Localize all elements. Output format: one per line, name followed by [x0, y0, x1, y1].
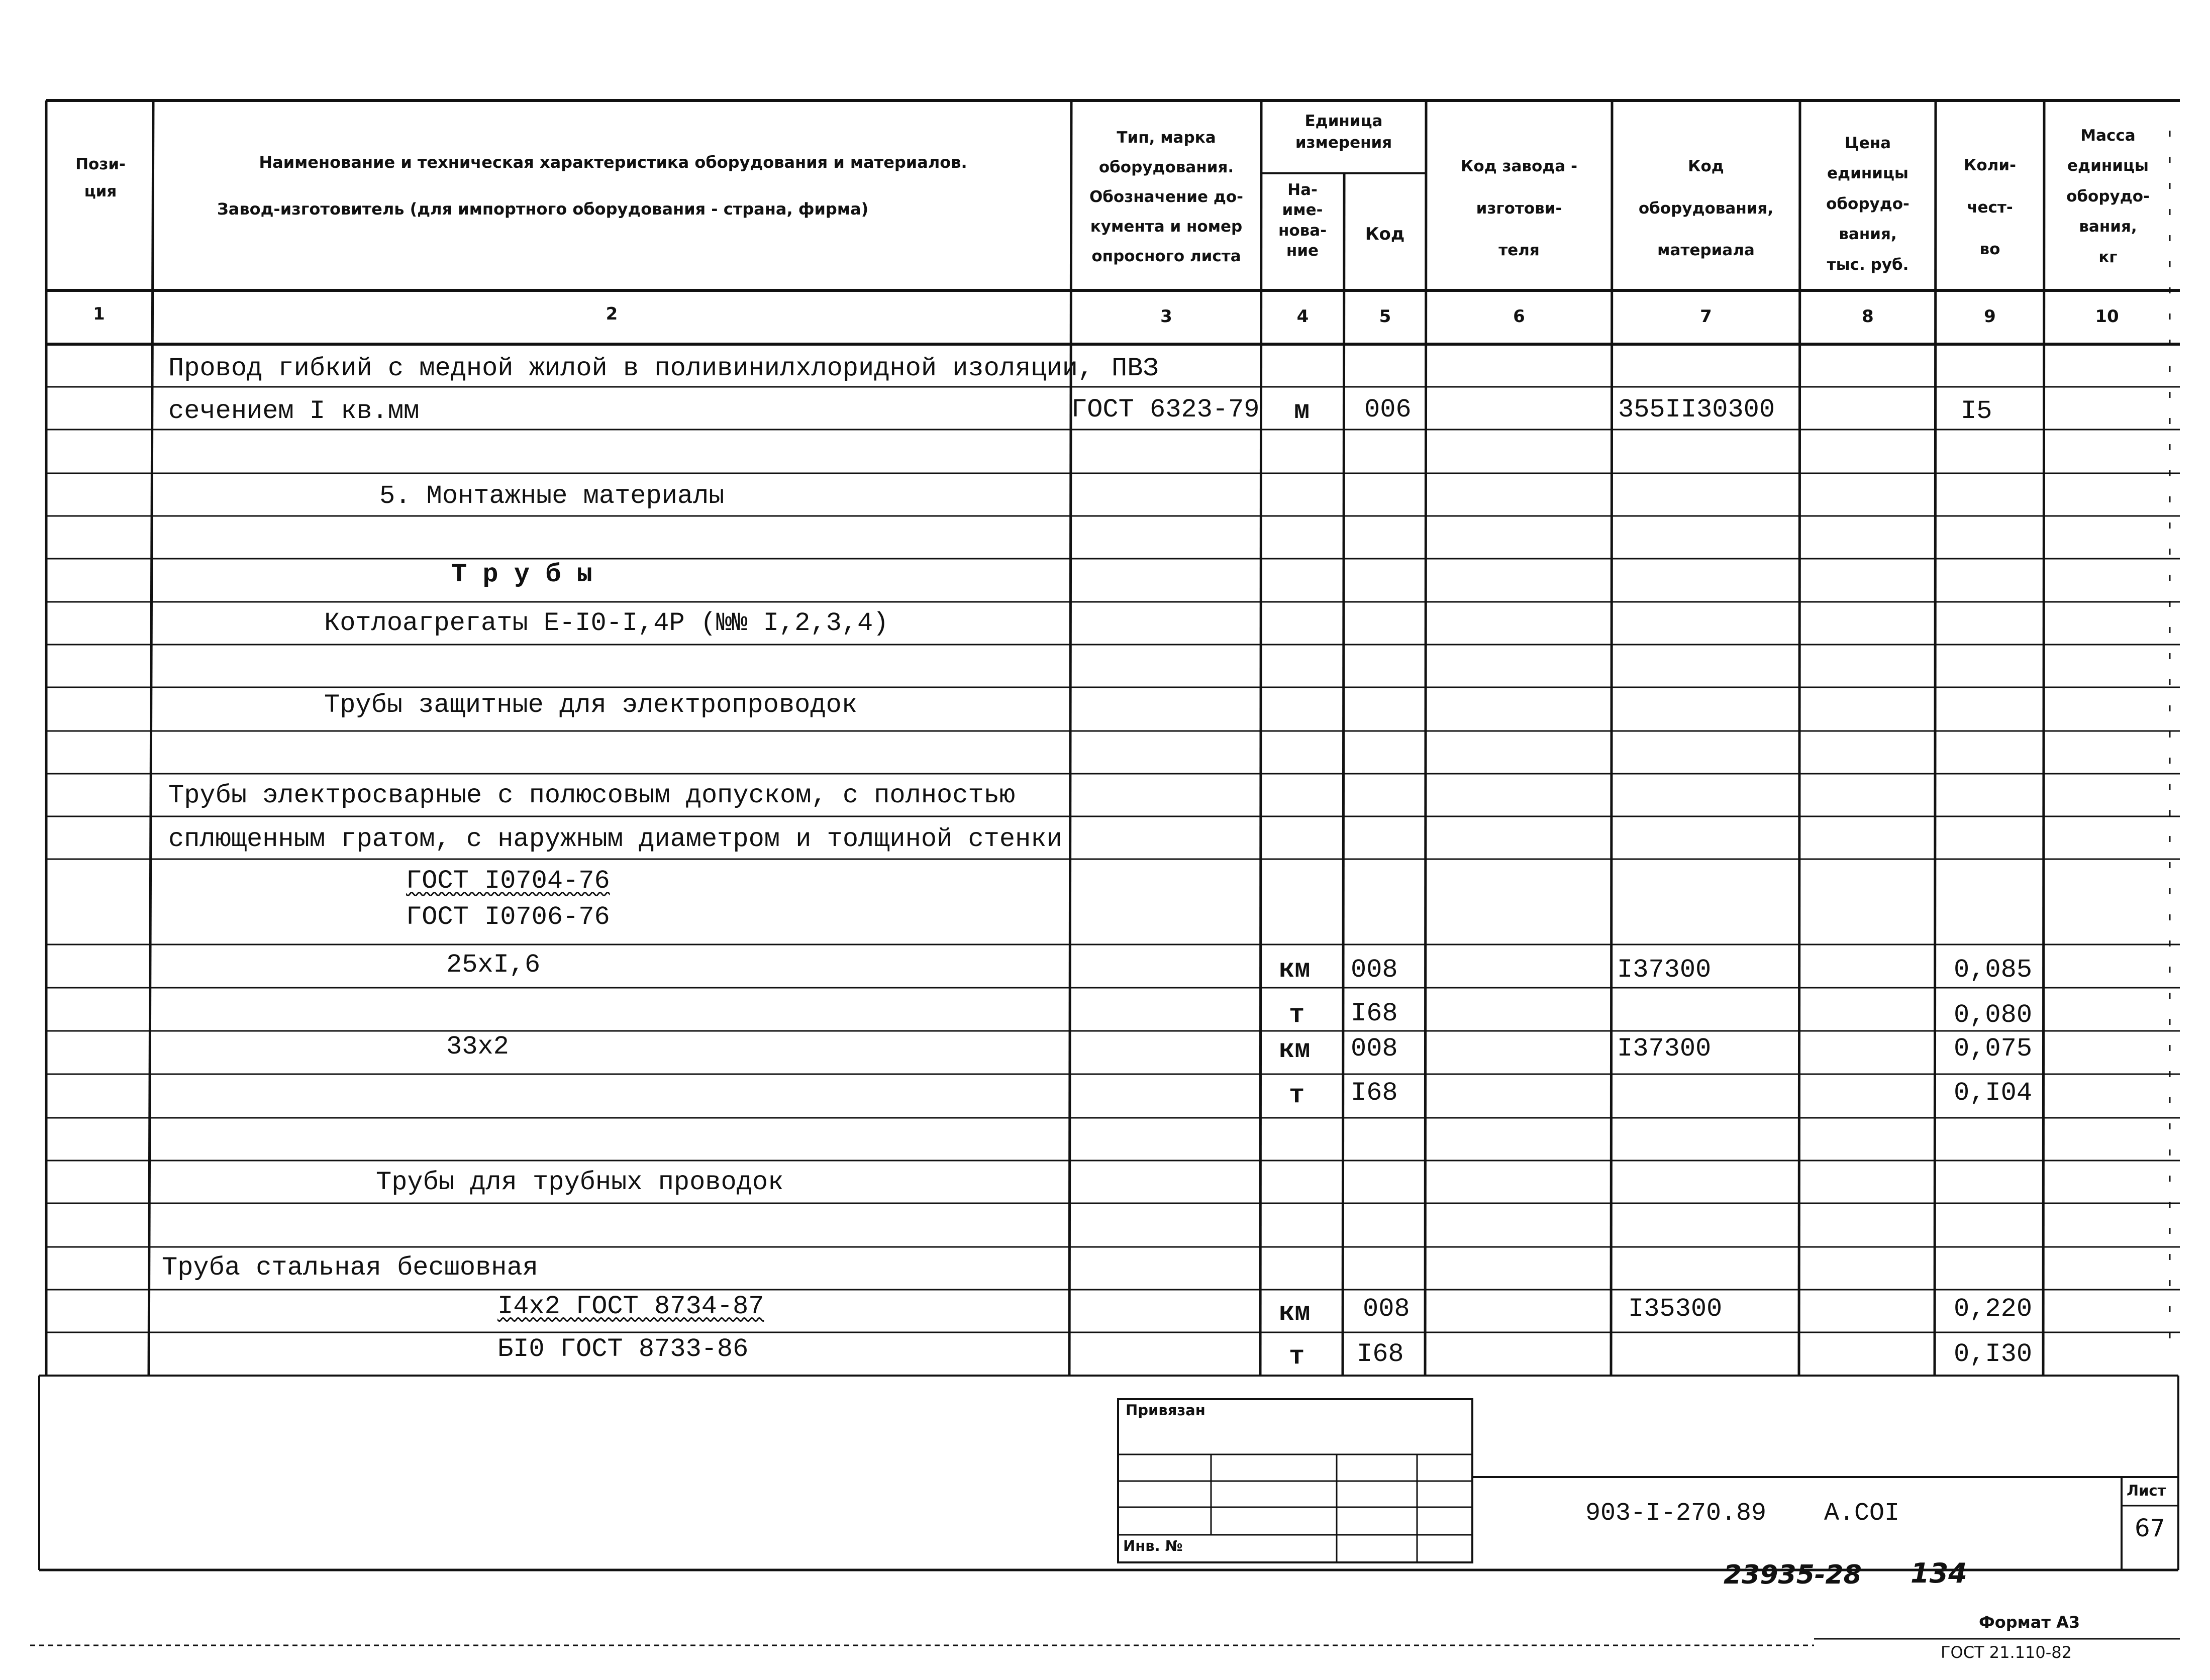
row-unit: т — [1289, 1081, 1305, 1110]
row-unit: км — [1279, 955, 1311, 985]
row-unit-code: I68 — [1351, 999, 1398, 1028]
header-unit-group: Единица измерения — [1295, 112, 1392, 152]
row-qty: 0,220 — [1954, 1294, 2033, 1324]
stamp-inventory: Инв. № — [1123, 1537, 1183, 1554]
row-unit-code: I68 — [1357, 1339, 1404, 1369]
colnum-6: 6 — [1513, 306, 1525, 327]
row-name: сплющенным гратом, с наружным диаметром и толщиной стенки — [168, 824, 1062, 854]
row-qty: 0,080 — [1954, 1000, 2033, 1030]
header-mass: Масса единицы оборудо- вания, кг — [2066, 127, 2150, 266]
header-factory-code: Код завода - изготови- теля — [1461, 157, 1577, 260]
header-equipment-code: Код оборудования, материала — [1638, 157, 1774, 260]
row-name: БI0 ГОСТ 8733-86 — [497, 1334, 749, 1364]
row-unit-code: 008 — [1351, 955, 1398, 985]
row-name: 33х2 — [446, 1032, 509, 1062]
row-name: сечением I кв.мм — [168, 396, 420, 426]
sheet-number: 67 — [2135, 1514, 2166, 1542]
format-label: Формат А3 — [1979, 1613, 2080, 1632]
row-unit-code: I68 — [1351, 1078, 1398, 1108]
row-qty: 0,I04 — [1954, 1078, 2033, 1108]
row-name: ГОСТ I0704-76 — [406, 866, 610, 896]
row-unit: т — [1289, 1000, 1305, 1030]
section-subtitle: Трубы защитные для электропроводок — [324, 690, 857, 720]
header-type: Тип, марка оборудования. Обозначение до- кумента и номер опросного листа — [1089, 129, 1244, 265]
colnum-4: 4 — [1296, 306, 1309, 327]
section-subtitle: Котлоагрегаты Е-I0-I,4Р (№№ I,2,3,4) — [324, 608, 889, 638]
row-name: Провод гибкий с медной жилой в поливинилхлоридной изоляции, — [168, 354, 1094, 383]
header-price: Цена единицы оборудо- вания, тыс. руб. — [1826, 134, 1910, 274]
row-qty: 0,075 — [1954, 1034, 2033, 1064]
header-unit-code: Код — [1365, 224, 1405, 244]
row-code: I37300 — [1617, 1034, 1712, 1064]
row-qty: 0,I30 — [1954, 1339, 2033, 1369]
colnum-1: 1 — [93, 304, 105, 324]
row-name: ГОСТ I0706-76 — [406, 902, 610, 932]
colnum-2: 2 — [606, 304, 618, 324]
row-unit: м — [1294, 396, 1310, 426]
header-name-line2: Завод-изготовитель (для импортного оборудования - страна, фирма) — [217, 199, 869, 219]
row-name: Трубы электросварные с полюсовым допуском, с полностью — [168, 781, 1016, 810]
row-qty: I5 — [1961, 396, 1992, 426]
colnum-9: 9 — [1984, 306, 1996, 327]
row-name: I4х2 ГОСТ 8734-87 — [497, 1292, 764, 1321]
handwritten-number: 23935-28 — [1724, 1560, 1862, 1590]
colnum-3: 3 — [1160, 306, 1172, 327]
gost-label: ГОСТ 21.110-82 — [1941, 1643, 2072, 1662]
colnum-8: 8 — [1862, 306, 1874, 327]
colnum-10: 10 — [2095, 306, 2119, 327]
row-unit-code: 006 — [1364, 395, 1412, 425]
row-qty: 0,085 — [1954, 955, 2033, 985]
section-subtitle: Трубы для трубных проводок — [376, 1168, 784, 1197]
stamp-privyazan: Привязан — [1126, 1402, 1206, 1419]
sheet-label: Лист — [2127, 1482, 2166, 1499]
colnum-7: 7 — [1700, 306, 1712, 327]
row-name: Труба стальная бесшовная — [162, 1253, 538, 1283]
row-unit: км — [1279, 1035, 1311, 1065]
row-unit: т — [1289, 1342, 1305, 1372]
section-title: 5. Монтажные материалы — [379, 481, 725, 511]
header-name-line1: Наименование и техническая характеристика оборудования и материалов. — [259, 153, 967, 172]
row-code: 355II30300 — [1618, 395, 1775, 425]
header-position: Пози- ция — [75, 155, 126, 201]
row-name: 25хI,6 — [446, 950, 541, 980]
row-code: I35300 — [1628, 1294, 1723, 1324]
handwritten-number-2: 134 — [1911, 1557, 1967, 1589]
doc-number: 903-I-270.89 — [1585, 1499, 1767, 1528]
row-code: I37300 — [1617, 955, 1712, 985]
row-unit-code: 008 — [1351, 1034, 1398, 1064]
section-subtitle: Т р у б ы — [451, 560, 592, 589]
header-unit-name: На- име- нова- ние — [1278, 181, 1327, 260]
row-type: ГОСТ 6323-79 — [1071, 395, 1260, 425]
colnum-5: 5 — [1379, 306, 1391, 327]
row-type: ПВЗ — [1112, 354, 1159, 383]
header-quantity: Коли- чест- во — [1964, 156, 2016, 259]
doc-suffix: А.СОI — [1824, 1499, 1900, 1528]
row-unit: км — [1279, 1298, 1311, 1328]
row-unit-code: 008 — [1363, 1294, 1410, 1324]
